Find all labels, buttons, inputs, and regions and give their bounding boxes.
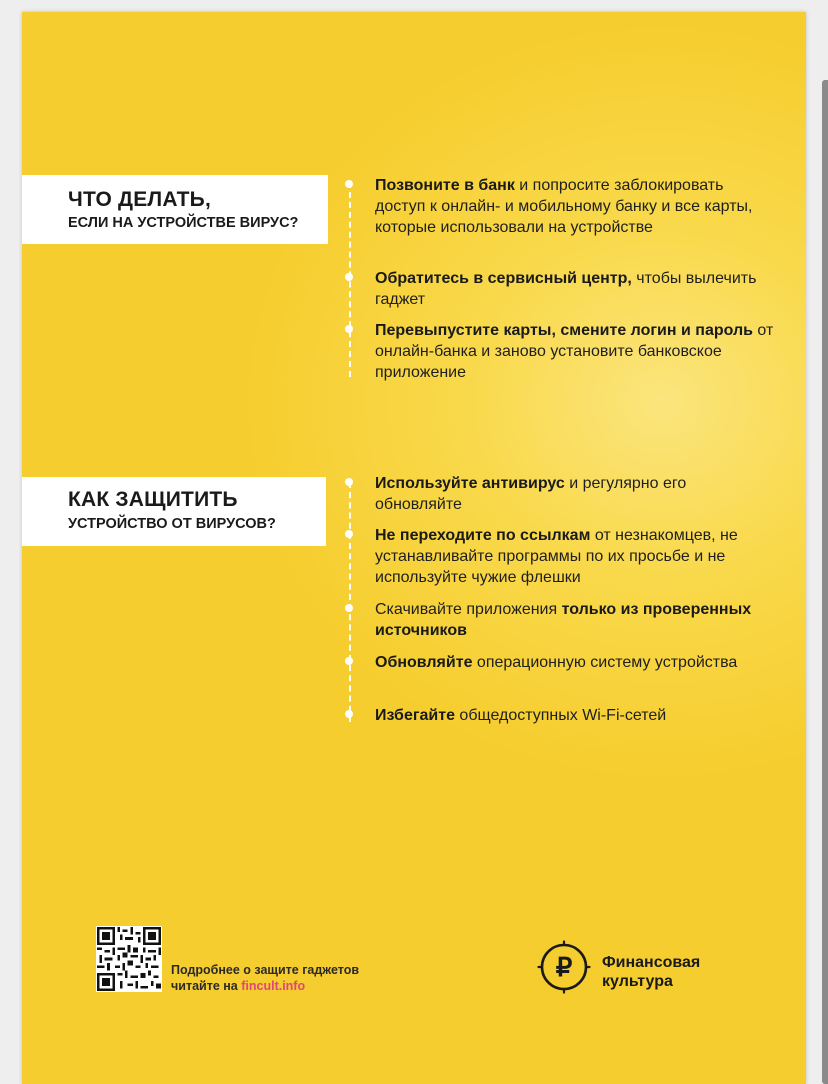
section2-item-update-os [375, 652, 775, 673]
item-text: Скачивайте приложения [375, 601, 562, 618]
section2-title-line1: КАК ЗАЩИТИТЬ [68, 488, 238, 511]
item-text: и регулярно его обновляйте [375, 475, 687, 513]
section1-heading [22, 175, 328, 244]
section2-item-avoid-wifi [375, 705, 775, 726]
more-info-prefix: читайте на [171, 979, 242, 993]
section1-title-line1: ЧТО ДЕЛАТЬ, [68, 188, 212, 211]
bullet-dot [345, 710, 353, 718]
bullet-dot [345, 273, 353, 281]
item-bold: Используйте антивирус [375, 475, 565, 492]
bullet-dot [345, 530, 353, 538]
item-bold: Перевыпустите карты, смените логин и пароль [375, 322, 753, 339]
item-bold: Обратитесь в сервисный центр, [375, 270, 632, 287]
section2-item-antivirus [375, 473, 775, 515]
fincult-logo-text [602, 953, 752, 991]
qr-code[interactable] [96, 926, 162, 992]
bullet-dot [345, 604, 353, 612]
section2-item-trusted-sources [375, 599, 775, 641]
item-bold: Обновляйте [375, 654, 473, 671]
logo-line1: Финансовая [602, 954, 701, 971]
section1-item-call-bank [375, 175, 775, 238]
item-text: операционную систему устройства [472, 654, 738, 671]
more-info-text [171, 962, 411, 994]
scroll-edge-indicator [822, 80, 828, 1084]
section2-title-line2: УСТРОЙСТВО ОТ ВИРУСОВ? [68, 516, 276, 532]
poster-page [22, 12, 806, 1084]
item-bold: Не переходите по ссылкам [375, 527, 591, 544]
item-text: от незнакомцев, не устанавливайте программы по их просьбе и не используйте чужие флешки [375, 527, 738, 586]
item-bold: Избегайте [375, 707, 455, 724]
logo-line2: культура [602, 973, 673, 990]
section1-item-service-center [375, 268, 775, 310]
bullet-dot [345, 325, 353, 333]
item-text: общедоступных Wi-Fi-сетей [454, 707, 667, 724]
item-bold: только из проверенных источников [375, 601, 752, 639]
section2-item-no-links [375, 525, 775, 588]
item-text: и попросите заблокировать доступ к онлайн- и мобильному банку и все карты, которые использовали на устройстве [375, 177, 753, 236]
section2-timeline [349, 482, 351, 722]
section1-item-reissue-cards [375, 320, 775, 383]
section1-title-line2: ЕСЛИ НА УСТРОЙСТВЕ ВИРУС? [68, 215, 299, 231]
item-text: чтобы вылечить гаджет [375, 270, 757, 308]
ruble-symbol: ₽ [555, 952, 573, 982]
item-bold: Позвоните в банк [375, 177, 515, 194]
fincult-logo-icon [537, 940, 591, 994]
fincult-link[interactable]: fincult.info [241, 979, 306, 993]
bullet-dot [345, 478, 353, 486]
more-info-line1: Подробнее о защите гаджетов [171, 963, 360, 977]
bullet-dot [345, 180, 353, 188]
section2-heading [22, 477, 326, 546]
bullet-dot [345, 657, 353, 665]
more-info-line2 [171, 978, 411, 994]
item-text: от онлайн-банка и заново установите банковское приложение [375, 322, 774, 381]
